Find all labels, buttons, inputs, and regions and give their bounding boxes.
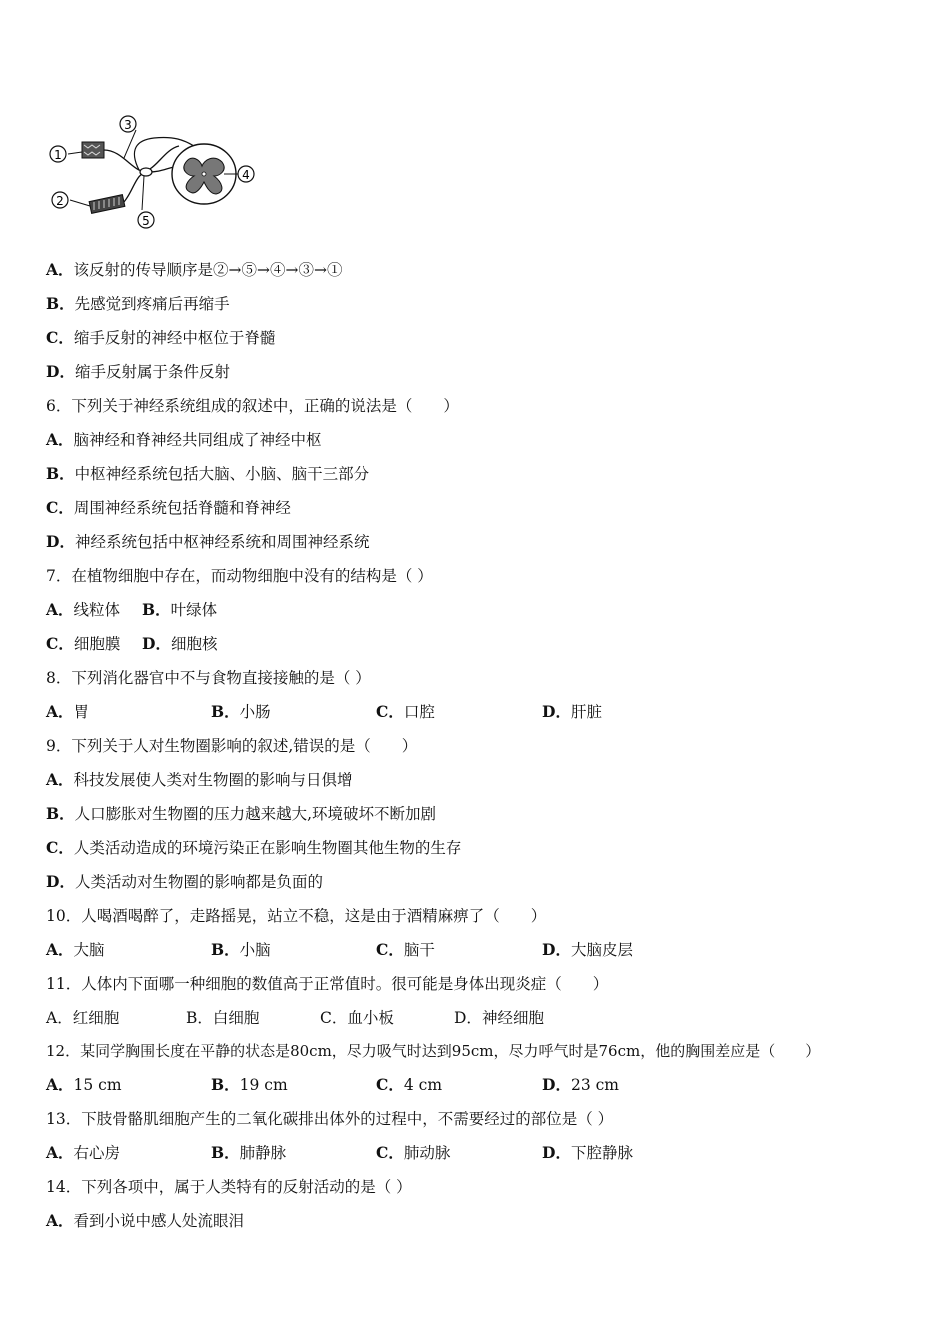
- q7-option-b: [142, 599, 217, 621]
- option-text: 细胞核: [170, 635, 218, 653]
- q9-option-d: [46, 871, 323, 893]
- option-text: 大脑: [73, 941, 105, 959]
- q13-option-d: [542, 1142, 633, 1164]
- option-letter: B．: [46, 294, 75, 313]
- figure-label-5: [138, 212, 154, 228]
- option-text: 先感觉到疼痛后再缩手: [74, 295, 230, 313]
- option-letter: B．: [46, 804, 75, 823]
- q7-option-a: [46, 599, 120, 621]
- option-letter: B．: [142, 600, 171, 619]
- option-text: 人类活动对生物圈的影响都是负面的: [74, 873, 323, 891]
- q10-option-c: [376, 939, 435, 961]
- q7-option-d: [142, 633, 217, 655]
- option-text: 小肠: [239, 703, 271, 721]
- svg-text:2: 2: [56, 194, 64, 208]
- q6-option-a: [46, 429, 322, 451]
- option-letter: A．: [46, 600, 74, 619]
- q5-option-a: [46, 259, 342, 281]
- option-text: 大脑皮层: [570, 941, 633, 959]
- option-text: 周围神经系统包括脊髓和脊神经: [73, 499, 291, 517]
- option-text: 神经细胞: [481, 1009, 544, 1027]
- option-letter: B．: [211, 1075, 240, 1094]
- option-letter: C．: [376, 1143, 404, 1162]
- option-letter: A．: [46, 940, 74, 959]
- ganglion: [140, 168, 152, 176]
- option-text: 脑神经和脊神经共同组成了神经中枢: [73, 431, 322, 449]
- option-letter: C．: [46, 328, 74, 347]
- option-letter: D．: [542, 1143, 571, 1162]
- option-text: 血小板: [347, 1009, 394, 1027]
- option-text: 下腔静脉: [570, 1144, 633, 1162]
- figure-label-2: [52, 192, 68, 208]
- svg-text:5: 5: [142, 214, 150, 228]
- q7-stem: 7．在植物细胞中存在，而动物细胞中没有的结构是（ ）: [46, 567, 433, 585]
- option-text: 胃: [73, 703, 90, 721]
- option-text: 口腔: [403, 703, 435, 721]
- q9-stem: 9．下列关于人对生物圈影响的叙述,错误的是（ ）: [46, 737, 418, 755]
- option-letter: B．: [211, 1143, 240, 1162]
- option-text: 人口膨胀对生物圈的压力越来越大,环境破坏不断加剧: [74, 805, 437, 823]
- q10-options: [46, 939, 746, 961]
- option-letter: A．: [46, 1143, 74, 1162]
- q9-option-a: [46, 769, 353, 791]
- option-letter: C．: [376, 940, 404, 959]
- option-text: 该反射的传导顺序是②→⑤→④→③→①: [73, 261, 343, 279]
- q5-option-b: [46, 293, 230, 315]
- option-text: 神经系统包括中枢神经系统和周围神经系统: [74, 533, 370, 551]
- option-text: 肺动脉: [403, 1144, 451, 1162]
- option-text: 缩手反射的神经中枢位于脊髓: [73, 329, 276, 347]
- option-letter: C．: [376, 702, 404, 721]
- q6-option-d: [46, 531, 369, 553]
- q10-option-b: [211, 939, 271, 961]
- svg-text:3: 3: [124, 118, 132, 132]
- q7-options-row-1: [46, 599, 446, 621]
- q5-option-c: [46, 327, 275, 349]
- option-letter: D．: [542, 702, 571, 721]
- option-text: 肝脏: [570, 703, 602, 721]
- q5-option-d: [46, 361, 230, 383]
- option-letter: C．: [46, 498, 74, 517]
- q12-options: [46, 1074, 746, 1096]
- option-text: 肺静脉: [239, 1144, 287, 1162]
- q13-option-c: [376, 1142, 450, 1164]
- q9-option-b: [46, 803, 436, 825]
- q11-stem: 11．人体内下面哪一种细胞的数值高于正常值时。很可能是身体出现炎症（ ）: [46, 975, 609, 993]
- q10-option-d: [542, 939, 633, 961]
- option-letter: D．: [454, 1009, 482, 1027]
- option-letter: B．: [46, 464, 75, 483]
- option-text: 缩手反射属于条件反射: [74, 363, 230, 381]
- q14-stem: 14．下列各项中，属于人类特有的反射活动的是（ ）: [46, 1178, 412, 1196]
- option-letter: A．: [46, 1009, 73, 1027]
- q12-option-a: [46, 1074, 122, 1096]
- option-text: 小脑: [239, 941, 271, 959]
- option-text: 23 cm: [570, 1076, 619, 1094]
- option-text: 15 cm: [73, 1076, 122, 1094]
- option-text: 细胞膜: [73, 635, 121, 653]
- option-letter: A．: [46, 1075, 74, 1094]
- receptor-skin: [82, 142, 104, 158]
- q8-option-d: [542, 701, 602, 723]
- q12-option-d: [542, 1074, 619, 1096]
- q7-options-row-2: [46, 633, 446, 655]
- option-text: 4 cm: [403, 1076, 443, 1094]
- option-letter: D．: [142, 634, 171, 653]
- option-letter: D．: [46, 532, 75, 551]
- q8-option-a: [46, 701, 89, 723]
- q14-option-a: [46, 1210, 244, 1232]
- reflex-arc-diagram: [44, 110, 259, 240]
- q6-option-b: [46, 463, 369, 485]
- q11-option-c: [320, 1007, 394, 1029]
- option-text: 叶绿体: [170, 601, 218, 619]
- q11-option-a: [46, 1007, 119, 1029]
- option-text: 线粒体: [73, 601, 121, 619]
- option-letter: D．: [46, 362, 75, 381]
- option-letter: A．: [46, 770, 74, 789]
- q12-option-b: [211, 1074, 288, 1096]
- q13-option-a: [46, 1142, 120, 1164]
- reflex-arc-figure: [44, 110, 259, 240]
- option-letter: A．: [46, 1211, 74, 1230]
- q8-options: [46, 701, 746, 723]
- option-text: 脑干: [403, 941, 435, 959]
- q6-stem: 6．下列关于神经系统组成的叙述中，正确的说法是（ ）: [46, 397, 459, 415]
- option-letter: A．: [46, 430, 74, 449]
- option-letter: C．: [320, 1009, 348, 1027]
- figure-label-3: [120, 116, 136, 132]
- q13-stem: 13．下肢骨骼肌细胞产生的二氧化碳排出体外的过程中，不需要经过的部位是（ ）: [46, 1110, 614, 1128]
- option-letter: A．: [46, 702, 74, 721]
- option-letter: B．: [186, 1009, 213, 1027]
- q11-option-b: [186, 1007, 259, 1029]
- option-text: 白细胞: [212, 1009, 260, 1027]
- svg-text:1: 1: [54, 148, 62, 162]
- option-letter: C．: [376, 1075, 404, 1094]
- q8-option-b: [211, 701, 271, 723]
- option-letter: B．: [211, 940, 240, 959]
- q11-option-d: [454, 1007, 544, 1029]
- effector-muscle: [89, 195, 125, 214]
- figure-label-4: [238, 166, 254, 182]
- q6-option-c: [46, 497, 291, 519]
- option-text: 红细胞: [72, 1009, 120, 1027]
- option-letter: C．: [46, 634, 74, 653]
- q12-option-c: [376, 1074, 442, 1096]
- option-text: 看到小说中感人处流眼泪: [73, 1212, 245, 1230]
- option-letter: B．: [211, 702, 240, 721]
- figure-label-1: [50, 146, 66, 162]
- option-text: 人类活动造成的环境污染正在影响生物圈其他生物的生存: [73, 839, 462, 857]
- q7-option-c: [46, 633, 120, 655]
- option-text: 右心房: [73, 1144, 121, 1162]
- q13-options: [46, 1142, 746, 1164]
- q8-stem: 8．下列消化器官中不与食物直接接触的是（ ）: [46, 669, 371, 687]
- q10-option-a: [46, 939, 105, 961]
- q13-option-b: [211, 1142, 286, 1164]
- q10-stem: 10．人喝酒喝醉了，走路摇晃，站立不稳，这是由于酒精麻痹了（ ）: [46, 907, 547, 925]
- svg-text:4: 4: [242, 168, 250, 182]
- option-letter: D．: [542, 1075, 571, 1094]
- option-text: 19 cm: [239, 1076, 288, 1094]
- option-letter: C．: [46, 838, 74, 857]
- q8-option-c: [376, 701, 435, 723]
- q12-stem: 12．某同学胸围长度在平静的状态是80cm，尽力吸气时达到95cm，尽力呼气时是76cm，他的胸围差应是（ ）: [46, 1042, 821, 1060]
- option-letter: D．: [542, 940, 571, 959]
- q9-option-c: [46, 837, 461, 859]
- q11-options: [46, 1007, 746, 1029]
- option-text: 中枢神经系统包括大脑、小脑、脑干三部分: [74, 465, 370, 483]
- option-text: 科技发展使人类对生物圈的影响与日俱增: [73, 771, 353, 789]
- option-letter: D．: [46, 872, 75, 891]
- option-letter: A．: [46, 260, 74, 279]
